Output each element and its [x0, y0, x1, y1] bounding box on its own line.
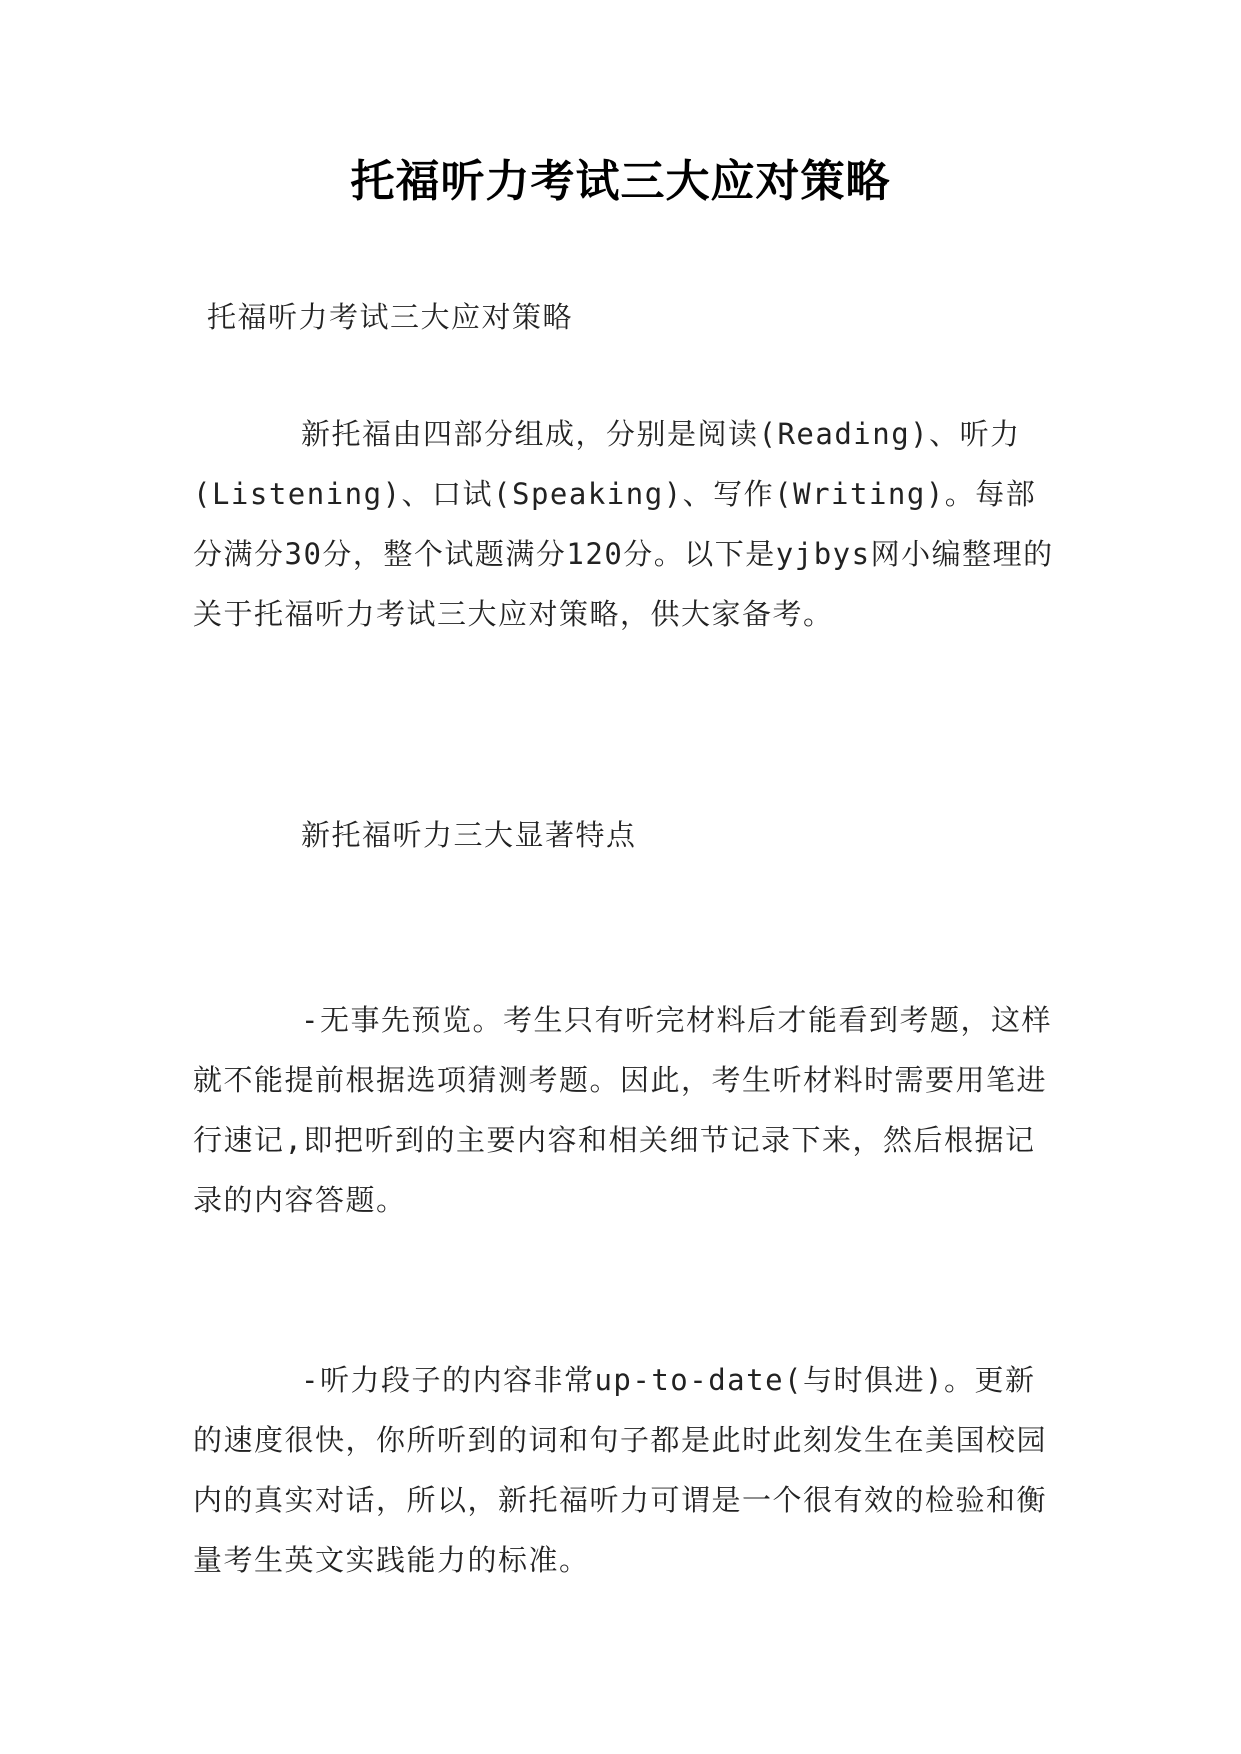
feature-paragraph-1: -无事先预览。考生只有听完材料后才能看到考题，这样就不能提前根据选项猜测考题。因此，考生听材料时需要用笔进行速记,即把听到的主要内容和相关细节记录下来，然后根据记录的内容答题。 [193, 1003, 1052, 1217]
document-subtitle: 托福听力考试三大应对策略 [207, 300, 574, 334]
feature-paragraph-2: -听力段子的内容非常up-to-date(与时俱进)。更新的速度很快，你所听到的词和句子都是此时此刻发生在美国校园内的真实对话，所以，新托福听力可谓是一个很有效的检验和衡量考生英文实践能力的标准。 [193, 1363, 1048, 1577]
section-heading: 新托福听力三大显著特点 [301, 818, 637, 852]
document-title: 托福听力考试三大应对策略 [350, 156, 891, 207]
intro-paragraph: 新托福由四部分组成，分别是阅读(Reading)、听力(Listening)、口试(Speaking)、写作(Writing)。每部分满分30分，整个试题满分120分。以下是yjbys网小编整理的关于托福听力考试三大应对策略，供大家备考。 [193, 417, 1054, 631]
